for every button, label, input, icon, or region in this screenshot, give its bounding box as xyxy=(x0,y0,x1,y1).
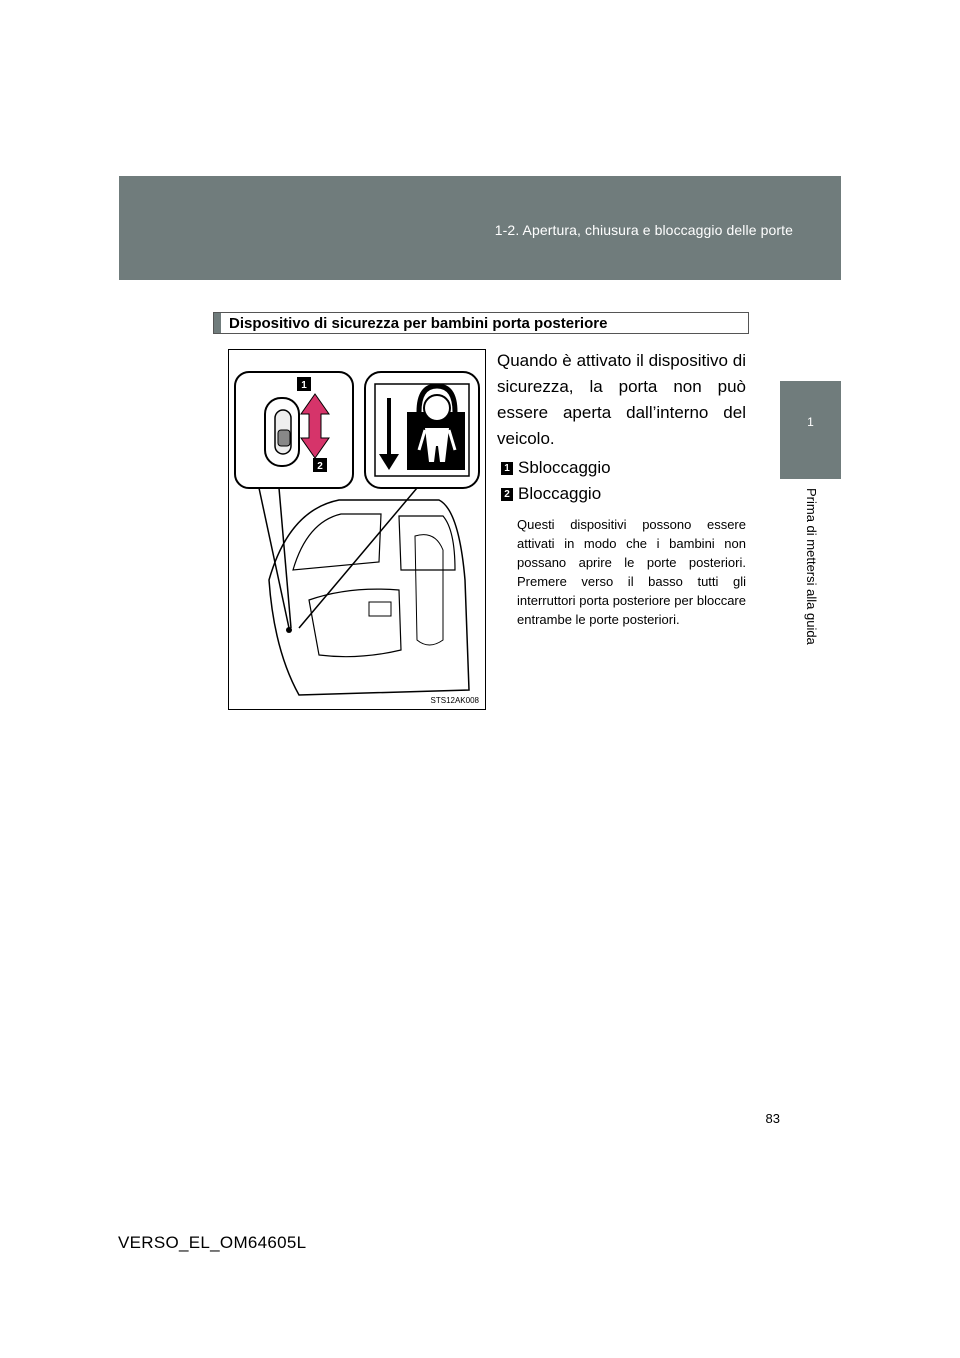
side-tab-number: 1 xyxy=(807,415,814,429)
document-code: VERSO_EL_OM64605L xyxy=(118,1233,307,1252)
door-handle xyxy=(369,602,391,616)
rear-window xyxy=(399,516,455,570)
door-window xyxy=(293,514,381,570)
chapter-title: 1-2. Apertura, chiusura e bloccaggio delle porte xyxy=(494,222,793,238)
list-item-unlock xyxy=(501,458,611,478)
rear-door-outline xyxy=(269,500,469,695)
switch-knob xyxy=(278,430,290,446)
body-paragraph: Quando è attivato il dispositivo di sicurezza, la porta non può essere aperta dall’interno del veicolo. xyxy=(497,351,746,448)
item-label: Sbloccaggio xyxy=(518,458,611,477)
item-label: Bloccaggio xyxy=(518,484,602,503)
figure-code: STS12AK008 xyxy=(430,696,479,705)
rear-seat xyxy=(415,535,443,645)
lock-switch-location xyxy=(286,627,292,633)
item-number-badge: 2 xyxy=(501,488,513,501)
list-item-lock xyxy=(501,484,601,504)
child-lock-illustration xyxy=(228,349,486,710)
note-paragraph: Questi dispositivi possono essere attivati in modo che i bambini non possano aprire le porte posteriori. Premere verso il basso tutti gli interruttori porta posteriore per bloccare entrambe le porte posteriori. xyxy=(517,517,746,627)
section-heading-text: Dispositivo di sicurezza per bambini porta posteriore xyxy=(229,314,608,332)
child-lock-drawing xyxy=(229,350,485,709)
heading-accent-bar xyxy=(214,313,221,333)
side-tab xyxy=(780,381,841,479)
callout-1-label: 1 xyxy=(301,380,307,391)
header-band xyxy=(119,176,841,280)
callout-2-label: 2 xyxy=(317,461,323,472)
child-head-icon xyxy=(424,395,450,421)
section-heading xyxy=(213,312,749,334)
page-number: 83 xyxy=(765,1111,780,1126)
side-tab-label: Prima di mettersi alla guida xyxy=(804,488,819,645)
item-number-badge: 1 xyxy=(501,462,513,475)
